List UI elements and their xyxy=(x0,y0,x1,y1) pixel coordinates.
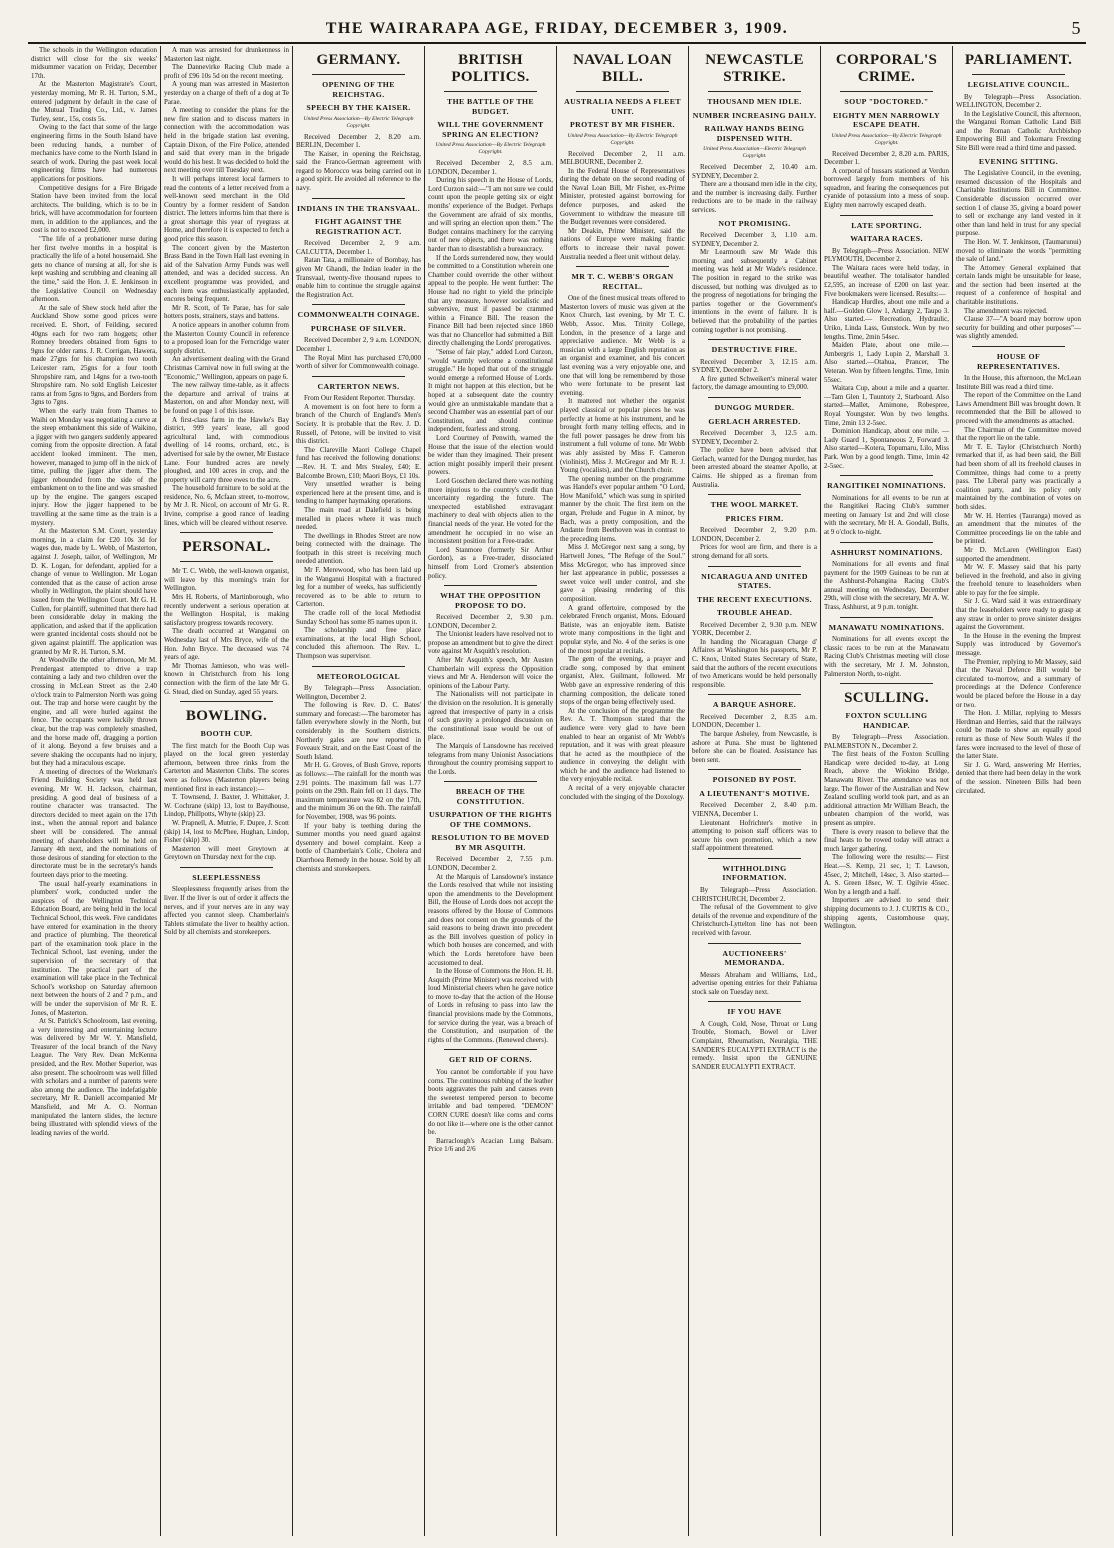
article-paragraph: Received December 2, 9 a.m. CALCUTTA, December 1. xyxy=(296,239,421,256)
article-paragraph: Received December 2, 7.55 p.m. LONDON, December 2. xyxy=(428,855,553,872)
article-paragraph: The amendment was rejected. xyxy=(964,306,1048,315)
article-paragraph: A meeting of directors of the Workman's Friend Building Society was held last evening, Mr W. H. Jackson, chairman, presiding. A good deal of business of a routine character was transacted. The directors decided to meet again on the 17th inst., when the annual report and balance sheet will be considered. The annual meeting of shareholders will be held on January 4th next, and the nominations of those desirous of standing for election to the directorate must be in the secretary's hands fourteen days prior to the meeting. xyxy=(31,767,157,879)
column-rule xyxy=(444,1049,537,1050)
article-paragraph: A man was arrested for drunkenness in Masterton last night. xyxy=(164,46,289,63)
article-paragraph: At the Masterton Magistrate's Court, yesterday morning, Mr R. H. Turton, S.M., entered judgment by default in the case of the Mutual Trading Co., Ltd., v. James Turley, senr., 15s, costs 5s. xyxy=(31,80,157,123)
article-subheading: THOUSAND MEN IDLE. xyxy=(707,97,802,106)
article-paragraph: The concert given by the Masterton Brass Band in the Town Hall last evening in aid of the Salvation Army Funds was well attended, and was a decided success. An excellent programme was provided, and each item was enthusiastically applauded, encores being frequent. xyxy=(164,243,289,304)
column-rule xyxy=(840,215,933,216)
article-paragraph: At the conclusion of the programme the Rev. A. T. Thompson stated that the audience were very glad to have been enabled to hear an organist of Mr Webb's reputation, and it was with great pleasure that he acted as the mouthpiece of the audience in conveying the delight with which he and the audience had listened to the very enjoyable recital. xyxy=(560,706,685,784)
article-paragraph: The first match for the Booth Cup was played on the local green yesterday afternoon, between three rinks from the Carterton and Masterton Clubs. The scores were as follows (Masterton players being mentioned first in each instance):— xyxy=(164,741,289,793)
article-subheading: FIGHT AGAINST THE REGISTRATION ACT. xyxy=(315,217,402,236)
article-headline: NAVAL LOAN BILL. xyxy=(573,52,672,85)
article-subheading: FOXTON SCULLING HANDICAP. xyxy=(845,711,928,730)
article-paragraph: A notice appears in another column from the Masterton County Council in reference to a proposed loan for the Ferncridge water supply district. xyxy=(164,321,289,355)
article-paragraph: In the Federal House of Representatives during the debate on the second reading of the Naval Loan Bill, Mr Fisher, ex-Prime Minister, protested against borrowing for defence purposes, and asked the Government to withdraw the measure till the Budget revenues were considered. xyxy=(560,166,685,227)
article-subheading: THE WOOL MARKET. xyxy=(710,500,799,510)
column-rule xyxy=(312,74,405,75)
article-subheading: EVENING SITTING. xyxy=(978,156,1059,166)
article-paragraph: An advertisement dealing with the Grand Christmas Carnival now in full swing at the "Economic," Wellington, appears on page 6. xyxy=(164,355,289,381)
column-rule xyxy=(840,683,933,684)
article-paragraph: Received December 2, 8.5 a.m. LONDON, December 1. xyxy=(428,159,553,176)
column-rule xyxy=(708,339,801,340)
article-subheading: PROTEST BY MR FISHER. xyxy=(569,120,675,129)
article-paragraph: The cradle roll of the local Methodist Sunday School has some 85 names upon it. xyxy=(296,609,421,626)
article-paragraph: Messrs Abraham and Williams, Ltd., advertise opening entries for their Pahiatua stock sale on Tuesday next. xyxy=(692,970,817,996)
article-paragraph: Received December 2, 9.30 p.m. NEW YORK, December 2. xyxy=(692,620,817,638)
article-paragraph: Barraclough's Acacian Lung Balsam. Price 1/6 and 2/6 xyxy=(428,1136,553,1154)
column-rule xyxy=(708,494,801,495)
column-rule xyxy=(840,475,933,476)
article-paragraph: The Unionist leaders have resolved not to propose an amendment but to give the direct vote against Mr Asquith's resolution. xyxy=(428,630,553,656)
article-paragraph: By Telegraph—Press Association. CHRISTCHURCH, December 2. xyxy=(692,885,817,903)
article-paragraph: A fire gutted Schweikert's mineral water factory, the damage amounting to £9,000. xyxy=(692,374,817,392)
article-paragraph: At St. Patrick's Schoolroom, last evening, a very interesting and entertaining lecture was delivered by Mr W. Y. Mansfield, Treasurer of the local branch of the Navy League. The Very Rev. Dean McKenna presided, and the Rev. Mother Superior, was also present. The schoolroom was well filled with scholars and a number of parents were also among the audience. The indefatigable secretary, Mr R. Daniell accompanied Mr Mansfield, and Mr A. O. Norman manipulated the lantern slides, the lecture being illustrated with splendid views of the leading navies of the world. xyxy=(31,1017,157,1137)
article-subheading: METEOROLOGICAL xyxy=(316,671,401,681)
article-paragraph: In the House in the evening the Imprest Supply was introduced by Governor's message. xyxy=(956,631,1081,658)
article-paragraph: At the sale of Shew stock held after the Auckland Show some good prices were received. E. Short, of Feilding, secured 40gns each for two ram hoggets; other Romney breeders obtained from 6gns to 9gns for older rams. J. R. Corrigan, Hawera, made 27gns for his champion two tooth Leicester ram, 25gns for a four tooth Shropshire ram, and 14gns for a two-tooth Shropshire ram. No sold English Leicester rams at from 5gns to 9gns, and Borders from 3gns to 7gns. xyxy=(31,303,157,407)
column-rule xyxy=(708,91,801,92)
article-paragraph: In the House, this afternoon, the McLean Institute Bill was read a third time. xyxy=(956,374,1081,391)
column-rule xyxy=(312,376,405,377)
article-subheading: MR T. C. WEBB'S ORGAN RECITAL. xyxy=(571,272,674,291)
article-subheading: SPEECH BY THE KAISER. xyxy=(306,103,411,112)
article-paragraph: The report of the Committee on the Land Laws Amendment Bill was brought down. It recommended that the Bill be allowed to proceed with the amendments as attached. xyxy=(956,391,1081,425)
article-subheading: SLEEPLESSNESS xyxy=(192,872,261,882)
wire-credit: United Press Association—Electric Telegraph Copyright. xyxy=(703,146,806,159)
article-headline: PERSONAL. xyxy=(182,539,271,556)
article-paragraph: By Telegraph—Press Association. WELLINGTON, December 2. xyxy=(956,92,1081,110)
article-paragraph: The usual half-yearly examinations in plumbers' work, conducted under the auspices of the Wellington Technical Education Board, are being held in the local Technical School, this week. Five candidates have entered for examination in the theory and practice of plumbing. The theoretical part of the examination took place in the Technical School, last evening, under the supervision of the secretary of that institution. The practical part of the examination will take place in the Technical School's workshop on Saturday afternoon next between the hours of 2 and 7 p.m., and will be under the supervision of Mr R. E. Jones, of Masterton. xyxy=(31,879,157,1017)
column-rule xyxy=(708,694,801,695)
columns-container xyxy=(28,46,1086,1536)
article-paragraph: Mrs H. Roberts, of Martinborough, who recently underwent a serious operation at the Wellington Hospital, is making satisfactory progress towards recovery. xyxy=(164,593,289,627)
article-paragraph: You cannot be comfortable if you have corns. The continuous rubbing of the leather boots aggravates the pain and causes even the sweetest tempered person to become irritable and bad tempered. "DEMON" CORN CURE doesn't like corns and corns do not like it—where one is the other cannot be. xyxy=(428,1067,553,1137)
article-paragraph: Masterton will meet Greytown at Greytown on Thursday next for the cup. xyxy=(164,844,289,862)
page-number: 5 xyxy=(1071,18,1082,38)
article-subheading: RESOLUTION TO BE MOVED BY MR ASQUITH. xyxy=(431,833,550,852)
column-rule xyxy=(972,74,1065,75)
column-rule xyxy=(444,585,537,586)
column-rule xyxy=(708,566,801,567)
article-paragraph: By Telegraph—Press Association. Wellington, December 2. xyxy=(296,684,421,701)
article-paragraph: Lord Goschen declared there was nothing more injurious to the country's credit than uncertainty regarding the future. The unexpected established extravagant machinery to deal with objects alien to the financial needs of the year. He voted for the amendment he occupied in no wise an inconsistent position for a Free-trader. xyxy=(428,476,553,546)
article-paragraph: W. Prapnell, A. Mutrie, F. Dupre, J. Scott (skip) 14, lost to McPhee, Hughan, Lindop, Fisher (skip) 30. xyxy=(164,819,289,845)
column-rule xyxy=(444,91,537,92)
article-paragraph: A recital of a very enjoyable character concluded with the singing of the Doxology. xyxy=(560,784,685,801)
article-paragraph: Received December 2, 8.20 a.m. PARIS, December 1. xyxy=(824,149,949,167)
article-paragraph: Received December 2, 11 a.m. MELBOURNE, December 2. xyxy=(560,149,685,167)
article-paragraph: Received December 2, 8.40 p.m. VIENNA, December 1. xyxy=(692,801,817,818)
article-paragraph: By Telegraph—Press Association. NEW PLYMOUTH, December 2. xyxy=(824,246,949,264)
article-subheading: THE BATTLE OF THE BUDGET. xyxy=(446,97,535,116)
article-paragraph: By Telegraph—Press Association. PALMERSTON N., December 2. xyxy=(824,733,949,750)
article-paragraph: The police have been advised that Gerlach, wanted for the Dungog murder, has been arrested aboard the steamer Apollo, at Cairns. He shipped as a fireman from Australia. xyxy=(692,446,817,489)
article-subheading: SOUP "DOCTORED." xyxy=(844,97,929,106)
article-paragraph: In the House of Commons the Hon. H. H. Asquith (Prime Minister) was received with loud Ministerial cheers when he gave notice to move to-day that the action of the House of Lords in refusing to pass into law the financial provisions made by the Commons, for service during the year, was a breach of the Constitution, and usurpation of the rights of the Commons. (Renewed cheers). xyxy=(428,967,553,1044)
article-paragraph: In handing the Nicaraguan Charge d' Affaires at Washington his passports, Mr P. C. Knox, United States Secretary of State, said that the authors of the recent executions of two Americans would be held personally responsible. xyxy=(692,637,817,689)
article-paragraph: The death occurred at Wanganui on Wednesday last of Mrs Bryce, wife of the Hon. John Bryce. The deceased was 74 years of age. xyxy=(164,627,289,662)
column-rule xyxy=(180,561,273,562)
article-paragraph: Clause 37—"A board may borrow upon security for building and other purposes"—was slightly amended. xyxy=(956,315,1081,341)
article-paragraph: A young man was arrested in Masterton yesterday on a charge of theft of a dog at Te Parae. xyxy=(164,80,289,106)
article-paragraph: Received December 2, 9 a.m. LONDON, December 1. xyxy=(296,336,421,353)
article-paragraph: From Our Resident Reporter. Thursday. xyxy=(304,394,416,403)
article-subheading: LATE SPORTING. xyxy=(851,220,922,230)
article-paragraph: Mr W. F. Massey said that his party believed in the freehold, and also in giving the freehold tenure to leaseholders when able to pay for the fee simple. xyxy=(956,563,1081,597)
article-subheading: THE RECENT EXECUTIONS. xyxy=(696,594,813,604)
article-headline: SCULLING. xyxy=(844,690,929,707)
article-paragraph: The Clareville Maori College Chapel fund has received the following donations:—Rev. H. T. and Mrs Stealey, £40; E. Balcombe Brown, £10; Maori Boys, £1 10s. xyxy=(296,445,421,480)
article-paragraph: The household furniture to be sold at the residence, No. 6, Mcfaan street, to-morrow, by Mr J. R. Nicol, on account of Mr G. R. Irvine, comprise a good rance of leading lines, which will be cleared without reserve. xyxy=(164,484,289,527)
article-paragraph: Received December 3, 12.15 a.m. SYDNEY, December 2. xyxy=(692,357,817,375)
article-subheading: INDIANS IN THE TRANSVAAL. xyxy=(296,203,421,213)
article-subheading: A LIEUTENANT'S MOTIVE. xyxy=(699,788,810,798)
article-subheading: DESTRUCTIVE FIRE. xyxy=(711,345,798,355)
article-paragraph: Nominations for all events except the classic races to be run at the Manawatu Racing Club's Christmas meeting will close with the secretary, Mr J. M. Johnston, Palmerston North, to-night. xyxy=(824,635,949,678)
article-subheading: A BARQUE ASHORE. xyxy=(712,700,797,710)
article-headline: BRITISH POLITICS. xyxy=(451,52,530,85)
article-paragraph: Nominations for all events and final payment for the 1909 Guineas to be run at the Ashhurst-Pohangina Racing Club's annual meeting on Wednesday, December 29th, will close with the secretary, Mr A. W. Trass, Ashhurst, at 9 p.m. tonight. xyxy=(824,560,949,612)
article-headline: PARLIAMENT. xyxy=(964,52,1073,68)
article-paragraph: Owing to the fact that some of the large engineering firms in the South Island have been reducing hands, a number of mechanics have come to the North Island in search of work. During the past week local engineering firms have had numerous applications for positions. xyxy=(31,123,157,183)
article-paragraph: T. Townsend, J. Baxter, J. Whittaker, J. W. Cochrane (skip) 13, lost to Baydhouse, Lindop, Phillpotts, Whyte (skip) 23. xyxy=(164,793,289,819)
article-paragraph: The Kaiser, in opening the Reichstag, said the Franco-German agreement with regard to Morocco was being carried out in a good spirit. He avoided all reference to the navy. xyxy=(296,149,421,193)
article-paragraph: There is every reason to believe that the final heats to be rowed today will attract a much larger gathering. xyxy=(824,827,949,853)
column-rule xyxy=(708,858,801,859)
article-paragraph: Maiden Plate, about one mile.— Ambergris 1, Lady Lupin 2, Marshall 3. Also started.—Otahua, Prancer, The Veteran. Won by fifteen lengths. Time, 1min 55sec. xyxy=(824,341,949,384)
article-paragraph: "Sense of fair play," added Lord Curzon, "would warmly welcome a constitutional struggle." He hoped that out of the struggle would emerge a reformed House of Lords. It might not happen at this election, but he hoped at a subsequent date the country would give an unmistakable mandate that a second Chamber was an essential part of our Constitution, and should continue independent, fearless and strong. xyxy=(428,348,553,434)
article-paragraph: The new railway time-table, as it affects the departure and arrival of trains at Masterton, on and after Monday next, will be found on page 1 of this issue. xyxy=(164,381,289,415)
article-paragraph: A first-class farm in the Hawke's Bay district, 999 years' lease, all good agricultural land, with commodious dwelling of 14 rooms, orchard, etc., is advertised for sale by the owner, Mr Eustace Lane. Four hundred acres are newly ploughed, and 100 acres in crop, and the property will carry three ewes to the acre. xyxy=(164,415,289,484)
article-paragraph: Miss J. McGregor next sang a song, by Hartwell Jones, "The Refuge of the Soul." Miss McGregor, who has improved since her last appearance in public, possesses a sweet voice well under control, and she gave a pleasing rendering of this composition. xyxy=(560,543,685,603)
article-paragraph: The barque Asheley, from Newcastle, is ashore at Puna. She must be lightened before she can be floated. Assistance has been sent. xyxy=(692,730,817,764)
column-rule xyxy=(708,397,801,398)
article-paragraph: Lord Courtney of Penwith, warned the House that the issue of the election would be wider than they imagined. Their present action might possibly imperil their present powers. xyxy=(428,434,553,477)
article-paragraph: Mr T. C. Webb, the well-known organist, will leave by this morning's train for Wellington. xyxy=(164,567,289,593)
article-subheading: TROUBLE AHEAD. xyxy=(716,608,793,618)
article-subheading: GERLACH ARRESTED. xyxy=(708,416,801,426)
article-subheading: COMMONWEALTH COINAGE. xyxy=(297,310,420,320)
article-paragraph: The Hon. J. Millar, replying to Messrs Herdman and Herries, said that the railways could be made to show an equally good return as those of New South Wales if the fares were increased to the level of those of the latter State. xyxy=(956,709,1081,761)
article-subheading: NUMBER INCREASING DAILY. xyxy=(692,110,817,120)
article-subheading: CARTERTON NEWS. xyxy=(317,381,400,391)
column-rule xyxy=(180,701,273,702)
article-paragraph: Ratan Tata, a millionaire of Bombay, has given Mr Ghandi, the Indian leader in the Transvaal, twenty-five thousand rupees to enable him to continue the struggle against the Registration Act. xyxy=(296,256,421,299)
article-paragraph: Handicap Hurdles, about one mile and a half.—Golden Glow 1, Ardargy 2, Taupo 3. Also started.— Recreation, Hydraulic, Uriko, Linda Lass, Gunstock. Won by two lengths. Time, 2min 54sec. xyxy=(824,298,949,341)
article-paragraph: It will perhaps interest local farmers to read the contents of a letter received from a well-known seed merchant in the Old Country by a former resident of Sandon district. The letters informs him that there is a great shortage this year of ryegrass at Home, and therefore it is expected to fetch a good price this season. xyxy=(164,174,289,244)
article-subheading: RANGITIKEI NOMINATIONS. xyxy=(827,481,946,491)
article-subheading: BREACH OF THE CONSTITUTION. xyxy=(455,787,526,806)
column-rule xyxy=(840,91,933,92)
article-headline: BOWLING. xyxy=(185,708,268,725)
article-subheading: MANAWATU NOMINATIONS. xyxy=(828,622,945,632)
article-subheading: OPENING OF THE REICHSTAG. xyxy=(322,80,395,99)
article-paragraph: Nominations for all events to be run at the Rangitikei Racing Club's summer meeting on January 1st and 2nd will close with the secretary, Mr H. A. Goodall, Bulls, at 9 o'clock to-night. xyxy=(824,493,949,536)
article-paragraph: A meeting to consider the plans for the new fire station and to discuss matters in connection with the accommodation was held in the brigade station last evening, Captain Dixon, of the Fire Police, attended and said that every man in the brigade would do his best. It was decided to hold the next meeting over till Tuesday next. xyxy=(164,106,289,175)
article-paragraph: The Legislative Council, in the evening, resumed discussion of the Hospitals and Charitable Institutions Bill in Committee. Considerable discussion occurred over section 1 of clause 35, giving a board power to sell or exchange any land vested in it other than land held in trust for any special purpose. xyxy=(956,169,1081,238)
article-paragraph: After Mr Asquith's speech, Mr Austen Chamberlain will express the Opposition views and Mr A. Henderson will voice the opinions of the Labour Party. xyxy=(428,656,553,690)
article-paragraph: The gem of the evening, a prayer and cradle song, composed by that eminent organist, Alex. Guilmant, followed. Mr Webb gave an expressive rendering of this charming composition, the delicate toned stops of the organ being effectively used. xyxy=(560,655,685,707)
column-rule xyxy=(444,781,537,782)
article-paragraph: The Waitara races were held today, in beautiful weather. The totalisator handled £2,595, an increase of £200 on last year. Five bookmakers were licensed. Results:— xyxy=(824,263,949,298)
wire-credit: United Press Association—By Electric Telegraph Copyright. xyxy=(435,142,546,155)
article-paragraph: A grand offertoire, composed by the celebrated French organist, Mons. Edouard Batiste, was an enjoyable item. Batiste wrote many compositions in the light and popular style, and No. 4 of the series is one of the most popular at recitals. xyxy=(560,603,685,655)
wire-credit: United Press Association—By Electric Telegraph Copyright. xyxy=(303,115,414,129)
article-paragraph: If your baby is teething during the Summer months you need guard against dysentery and bowel complaint. Keep a bottle of Chamberlain's Colic, Cholera and Diarrhoea Remedy in the house. Sold by all chemists and storekeepers. xyxy=(296,821,421,873)
article-paragraph: Sleeplessness frequently arises from the liver. If the liver is out of order it affects the nerves, and if your nerves are in any way affected you cannot sleep. Chamberlain's Tablets stimulate the liver to healthy action. Sold by all chemists and storekeepers. xyxy=(164,885,289,937)
column-rule xyxy=(576,266,669,267)
article-paragraph: Mr D. McLaren (Wellington East) supported the amendment. xyxy=(956,545,1081,563)
article-paragraph: Received December 2, 9.30 p.m. LONDON, December 2. xyxy=(428,613,553,630)
article-subheading: BOOTH CUP. xyxy=(200,729,253,739)
article-paragraph: Lord Stanmore (formerly Sir Arthur Gordon), as a Free-trader, dissociated himself from Lord Cromer's abstention policy. xyxy=(428,545,553,580)
masthead-title: THE WAIRARAPA AGE, FRIDAY, DECEMBER 3, 1909. xyxy=(325,20,789,37)
article-subheading: AUSTRALIA NEEDS A FLEET UNIT. xyxy=(564,97,681,116)
article-paragraph: The Nationalists will not participate in the division on the resolution. It is generally agreed that irrespective of party in a crisis of such gravity a prolonged discussion on the constitutional issue would be out of place. xyxy=(428,690,553,742)
column-rule xyxy=(972,346,1065,347)
column-3 xyxy=(292,46,424,1536)
article-paragraph: The Chairman of the Committee moved that the report lie on the table. xyxy=(956,425,1081,443)
article-paragraph: The opening number on the programme was Handel's ever popular anthem "O Lord, How Manifold," which was sung in spirited manner by the choir. The first item on the organ, Prelude and Fugue in A minor, by Bach, was a pretty composition, and the Andante from Beethoven was in contrast to the preceding items. xyxy=(560,474,685,543)
article-paragraph: Mr T. E. Taylor (Christchurch North) remarked that if, as had been said, the Bill had been shorn of all its freehold clauses in Committee, things had come to a pretty pass. The Liberal party was practically a coalition party, and its policy only maintained by the combination of votes on both sides. xyxy=(956,442,1081,511)
article-subheading: WITHHOLDING INFORMATION. xyxy=(722,863,787,883)
article-subheading: WILL THE GOVERNMENT SPRING AN ELECTION? xyxy=(437,120,544,139)
article-subheading: PRICES FIRM. xyxy=(725,513,784,523)
column-rule xyxy=(840,542,933,543)
column-8 xyxy=(952,46,1084,1536)
column-rule xyxy=(576,91,669,92)
article-paragraph: Mr R. Scott, of Te Parae, has for sale hotters posts, strainers, stays and battens. xyxy=(164,303,289,321)
column-rule xyxy=(708,943,801,944)
column-rule xyxy=(312,198,405,199)
column-rule xyxy=(708,1001,801,1002)
article-paragraph: When the early train from Thames to Waihi on Monday was negotiating a curve at the steep embankment this side of Waikino, a jigger with two gangers suddenly appeared coming from the opposite direction. A fatal accident looked imminent. The men, however, managed to jump off in the nick of time, pulling the jigger after them. The jigger rebounded from the side of the embankment on to the line and was smashed up by the engine. The gangers escaped injury. How the jigger happened to be travelling at the same time as the train is a mystery. xyxy=(31,406,157,527)
article-paragraph: The dwellings in Rhodes Street are now being connected with the drainage. The footpath in this street is receiving much needed attention. xyxy=(296,531,421,566)
article-paragraph: During his speech in the House of Lords, Lord Curzon said:—"I am not sure we could count upon the people getting six or eight months' experience of the Budget. Perhaps the Government are afraid of six months, and will spring an election upon them." The Budget contains machinery for the carrying out of new objects, and there was nothing harder than to disestablish a bureaucracy. xyxy=(428,176,553,253)
article-paragraph: In the Legislative Council, this afternoon, the Wanganui Roman Catholic Land Bill and the Roman Catholic Archbishop Empowering Bill and Tokomaru Freezing Site Bill were read a third time and passed. xyxy=(956,109,1081,153)
article-paragraph: The Royal Mint has purchased £70,000 worth of silver for Commonwealth coinage. xyxy=(296,353,421,371)
article-paragraph: Received December 2, 10.40 a.m. SYDNEY, December 2. xyxy=(692,163,817,180)
article-subheading: POISONED BY POST. xyxy=(712,775,797,785)
article-headline: NEWCASTLE STRIKE. xyxy=(705,52,804,85)
article-paragraph: Lieutenant Hofrichter's motive in attempting to poison staff officers was to secure his own promotion, which a new staff appointment threatened. xyxy=(692,818,817,853)
article-paragraph: There are a thousand men idle in the city, and the number is increasing daily. Further reductions are to be made in the railway services. xyxy=(692,180,817,214)
article-paragraph: Received December 3, 12.5 a.m. SYDNEY, December 2. xyxy=(692,429,817,446)
article-paragraph: The Hon. W. T. Jenkinson, (Taumarunui) moved to eliminate the words "permitting the sale of land." xyxy=(956,237,1081,264)
column-rule xyxy=(312,666,405,667)
column-rule xyxy=(840,617,933,618)
article-subheading: PURCHASE OF SILVER. xyxy=(310,323,407,333)
article-paragraph: Dominion Handicap, about one mile. —Lady Guard 1, Spontaneous 2, Forward 3. Also started—Kotera, Topumaru, Lilo, Miss Park. Won by a good length. Time, 1min 42 2-5sec. xyxy=(824,427,949,470)
article-subheading: GET RID OF CORNS. xyxy=(448,1055,533,1065)
article-paragraph: Prices for wool are firm, and there is a strong demand for all sorts. xyxy=(692,543,817,560)
column-5 xyxy=(556,46,688,1536)
article-subheading: WHAT THE OPPOSITION PROPOSE TO DO. xyxy=(440,591,541,610)
article-paragraph: "The life of a probationer nurse during her first twelve months in a hospital is practically the life of a hotel housemaid. She gets no chance of nursing at all, for she is kept washing and scrubbing and cleaning all the time," said the Hon. J. E. Jenkinson in the Legislative Council on Wednesday afternoon. xyxy=(31,235,157,304)
article-paragraph: Mr H. G. Groves, of Bush Grove, reports as follows:—The rainfall for the month was 2.91 points. The maximum fall was 1.77 points on the 29th. Rain fell on 11 days. The maximum temperature was 82 on the 17th, and the minimum 36 on the 6th. The rainfall for November, 1908, was 96 points. xyxy=(296,761,421,821)
article-paragraph: Competitive designs for a Fire Brigade Station have been invited from the local architects. The building, which is to be in brick, will have accommodation for fourteen men, in addition to the appliances, and the cost is not to exceed £2,000. xyxy=(31,183,157,235)
column-rule xyxy=(180,867,273,868)
column-7 xyxy=(820,46,952,1536)
article-paragraph: The schools in the Wellington education district will close for the six weeks' midsummer vacation on Friday, December 17th. xyxy=(31,46,157,80)
column-2 xyxy=(160,46,292,1536)
wire-credit: United Press Association—By Electric Telegraph Copyright. xyxy=(831,132,942,146)
article-paragraph: The main road at Dalefield is being metalled in places where it was much needed. xyxy=(296,505,421,532)
article-paragraph: Sir J. G. Ward said it was extraordinary that the leaseholders were ready to grasp at any straw in order to prove sinister designs against the Government. xyxy=(956,597,1081,632)
article-subheading: AUCTIONEERS' MEMORANDA. xyxy=(722,948,787,968)
article-paragraph: One of the finest musical treats offered to Masterton lovers of music was given at the Knox Church, last evening, by Mr T. C. Webb, Assoc. Mus. Trinity College, London, in the presence of a large and appreciative audience. Mr Webb is a musician with a large English reputation as an organist and examiner, and his concert last evening was a very enjoyable one, and one that will long be remembered by those who were fortunate to be present last evening. xyxy=(560,294,685,397)
article-paragraph: Received December 2, 8.35 a.m. LONDON, December 1. xyxy=(692,712,817,730)
article-paragraph: Importers are advised to send their shipping documents to J. J. CURTIS & CO., shipping agents, Customhouse quay, Wellington. xyxy=(824,896,949,931)
article-paragraph: Mr W. H. Herries (Tauranga) moved as an amendment that the minutes of the Committee proceedings lie on the table and be printed. xyxy=(956,511,1081,546)
article-subheading: HOUSE OF REPRESENTATIVES. xyxy=(976,352,1061,371)
article-subheading: NICARAGUA AND UNITED STATES. xyxy=(701,571,808,591)
article-subheading: LEGISLATIVE COUNCIL. xyxy=(967,80,1070,89)
article-paragraph: Very unsettled weather is being experienced here at the present time, and is tending to hamper haymaking operations. xyxy=(296,480,421,506)
masthead xyxy=(28,14,1086,44)
column-rule xyxy=(312,304,405,305)
article-paragraph: The Premier, replying to Mr Massey, said that the Naval Defence Bill would be circulated to-morrow, and a summary of proceedings at the Defence Conference would be placed before the House in a day or two. xyxy=(956,657,1081,709)
article-paragraph: The following were the results:— First Heat.—S. Kemp, 21 sec, 1; T. Lawson, 45sec, 2; Mitchell, 14sec, 3. Also started—A. S. Green 18sec, W. T. Ogilvie 45sec. Won by a length and a half. xyxy=(824,853,949,896)
wire-credit: United Press Association—By Electric Telegraph Copyright. xyxy=(567,132,678,146)
column-rule xyxy=(708,769,801,770)
article-paragraph: The Dannevirke Racing Club made a profit of £96 10s 5d on the recent meeting. xyxy=(164,63,289,80)
article-paragraph: If the Lords surrendered now, they would be committed to a Constitution wherein one Chamber could override the other without appeal to the people. He went further: The House had no right to yield the principle that any measure, however socialistic and subversive, must if passed be crammed within a Finance Bill. The reason the Finance Bill had been rejected since 1860 was that no Chancellor had submitted a Bill directly challenging the Lords' prerogatives. xyxy=(428,253,553,348)
article-subheading: USURPATION OF THE RIGHTS OF THE COMMONS. xyxy=(428,810,553,829)
article-subheading: NOT PROMISING. xyxy=(718,218,791,228)
article-subheading: ASHHURST NOMINATIONS. xyxy=(830,547,943,557)
article-paragraph: Mr Learmouth saw Mr Wade this morning and subsequently a Cabinet meeting was held at Mr Wade's residence. The position in regard to the strike was discussed, but nothing was divulged as to the progress of negotiations for bringing the parties together or the Government's intentions in the event of failure. It is believed that the probability of the parties coming together is not promising. xyxy=(692,248,817,334)
article-paragraph: Mr Deakin, Prime Minister, said the nations of Europe were making frantic efforts to increase their naval power. Australia needed a fleet unit without delay. xyxy=(560,226,685,261)
article-paragraph: It mattered not whether the organist played classical or popular pieces he was perfectly at home at his instrument, and he brought forth many telling effects, and in the full power passages he drew from his instrument a full volume of tone. Mr Webb was ably assisted by Miss F. Cameron (violinist), Miss J. McGregor and Mr R. J. Young (vocalists), and the Church choir. xyxy=(560,397,685,475)
article-paragraph: At the Marquis of Lansdowne's instance the Lords resolved that while not insisting upon the amendments to the Development Bill, the House of Lords does not accept the reasons offered by the House of Commons and does not consent on the grounds of the said reasons to being drawn into precedent as the Bill involves question of policy in which both houses are concerned, and with which the Lords heretofore have been accustomed to deal. xyxy=(428,872,553,967)
article-paragraph: Received December 2, 9.20 p.m. LONDON, December 2. xyxy=(692,526,817,543)
article-paragraph: Received December 2, 8.20 a.m. BERLIN, December 1. xyxy=(296,132,421,150)
article-subheading: DUNGOG MURDER. xyxy=(714,403,795,413)
article-paragraph: The first heats of the Foxton Sculling Handicap were decided to-day, at Long Reach, above the Wiokino Bridge, Manawatu River. The attendance was not large. The flower of the Australian and New Zealand sculling world took part, and as an additional attraction Mr William Beach, the unbeaten champion of the world, was present as umpire. xyxy=(824,750,949,828)
article-paragraph: A movement is on foot here to form a branch of the Church of England's Men's Society. It is probable that the Rev. J. D. Russell, of Petone, will be invited to visit this district. xyxy=(296,402,421,446)
column-4 xyxy=(424,46,556,1536)
article-paragraph: The following is Rev. D. C. Bates' summary and forecast:—The barometer has fallen everywhere slowly in the North, but considerably in the Southern districts. Northerly gales are now reported in Foveaux Strait, and on the East Coast of the South Island. xyxy=(296,701,421,761)
column-1 xyxy=(28,46,160,1536)
article-paragraph: The Marquis of Lansdowne has received telegrams from many Unionist Associations throughout the country promising support to the Lords. xyxy=(428,742,553,776)
article-paragraph: The scholarship and free place examinations, at the local High School, concluded this afternoon. The Rev. L. Thompson was supervisor. xyxy=(296,626,421,660)
article-subheading: WAITARA RACES. xyxy=(850,234,923,244)
article-paragraph: Waitara Cup, about a mile and a quarter.—Tam Glen 1, Tuuntoty 2, Starboard. Also started—Mallet, Amimone, Robespree, Royal Youngster. Won by two lengths. Time, 2min 13 2-5sec. xyxy=(824,384,949,427)
article-headline: CORPORAL'S CRIME. xyxy=(835,52,938,85)
article-paragraph: Sir J. G. Ward, answering Mr Herries, denied that there had been delay in the work of the session. Nineteen Bills had been circulated. xyxy=(956,760,1081,795)
article-paragraph: A corporal of hussars stationed at Verdun borrowed largely from members of his squadron, and fearing the consequences put cyanide of potassium into a mess of soup. Eighty men narrowly escaped death. xyxy=(824,166,949,210)
article-paragraph: Mr F. Merewood, who has been laid up in the Wanganui Hospital with a fractured leg for a number of weeks, has sufficiently recovered as to be able to return to Carterton. xyxy=(296,566,421,609)
article-paragraph: Received December 3, 1.10 a.m. SYDNEY, December 2. xyxy=(692,231,817,248)
article-subheading: RAILWAY HANDS BEING DISPENSED WITH. xyxy=(704,124,805,143)
article-subheading: IF YOU HAVE xyxy=(727,1007,782,1017)
article-paragraph: The refusal of the Government to give details of the revenue and expenditure of the Christchurch-Lyttelton line has not been received with favour. xyxy=(692,903,817,937)
article-subheading: EIGHTY MEN NARROWLY ESCAPE DEATH. xyxy=(832,110,941,129)
article-headline: GERMANY. xyxy=(316,52,401,68)
column-6 xyxy=(688,46,820,1536)
article-paragraph: The Attorney General explained that certain lands might be unsuitable for lease, and the section had been inserted at the request of a conference of hospital and charitable institutions. xyxy=(956,263,1081,307)
article-paragraph: At Woodville the other afternoon, Mr M. Prendergast attempted to drive a trap containing a lady and two children over the crossing in McLean Street as the 2.40 o'clock train to Palmerston North was going out. The trap and horse were caught by the engine, and all were hurled against the fence. The occupants were luckily thrown clear, but the trap was completely smashed, and the horse made off, dragging a portion of it along. Beyond a few bruises and a severe shaking the occupants had no injury, but they had a miraculous escape. xyxy=(31,656,157,768)
article-paragraph: A Cough, Cold, Nose, Throat or Lung Trouble, Stomach, Bowel or Liver Complaint, Rheumatism, Neuralgia, THE SANDER'S EUCALYPTI EXTRACT is the remedy. Insist upon the GENUINE SANDER EUCALYPTI EXTRACT. xyxy=(692,1019,817,1071)
article-paragraph: Mr Thomas Jamieson, who was well-known in Christchurch from his long connection with the firm of the late Mr G. G. Stead, died on Sunday, aged 55 years. xyxy=(164,661,289,696)
article-paragraph: At the Masterton S.M. Court, yesterday morning, in a claim for £20 10s 3d for wages due, made by L. Webb, of Masterton, against J. Joseph, tailor, of Wellington, Mr D. K. Logan, for defendant, applied for a change of venue to Wellington. Mr Logan contended that as the cause of action arose wholly in Wellington, the plaint should have issued from the Wellington Court. Mr G. H. Cullen, for plaintiff, submitted that there had been considerable delay in making the application, and asked that if the application were granted incidental costs should not be given against plaintiff. The application was granted by Mr R. H. Turton, S.M. xyxy=(31,527,157,656)
column-rule xyxy=(180,532,273,533)
